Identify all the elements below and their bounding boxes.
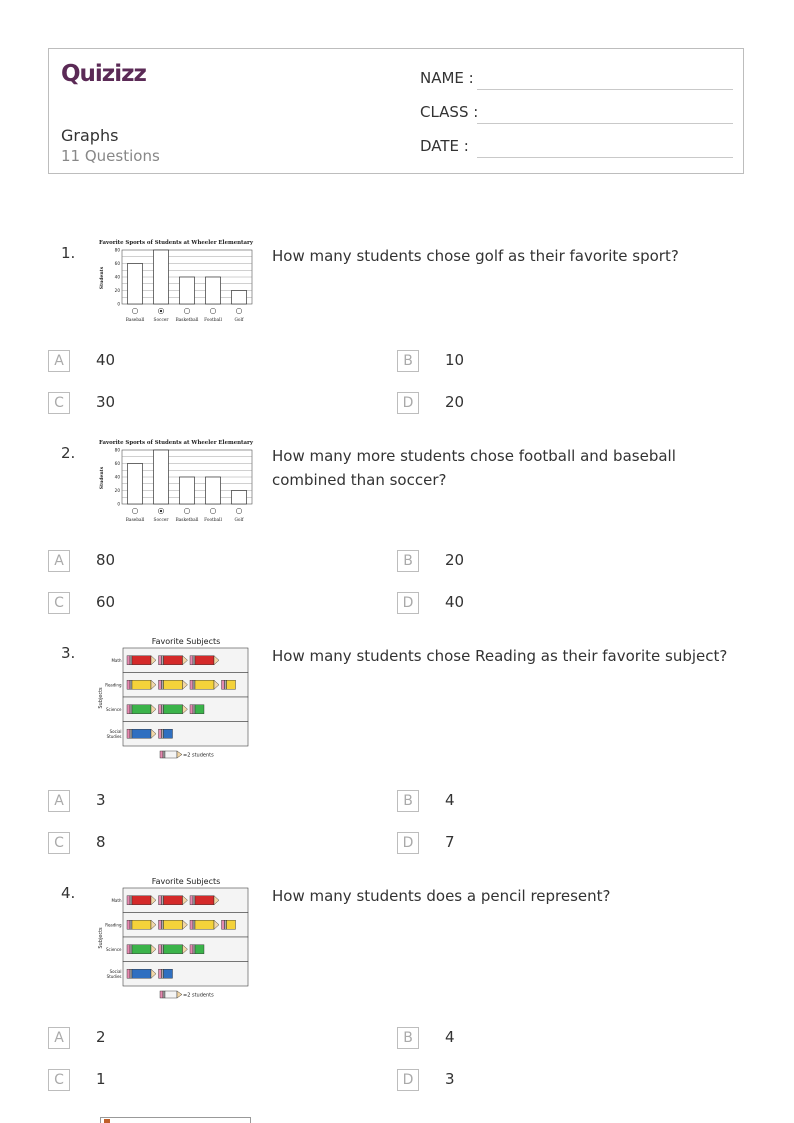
pencil-icon xyxy=(159,705,188,714)
option-letter-box[interactable]: D xyxy=(397,592,419,614)
pencil-icon xyxy=(127,969,156,978)
chart-title: Favorite Sports of Students at Wheeler Elementary xyxy=(98,440,254,446)
option-letter-box[interactable]: C xyxy=(48,1069,70,1091)
option-value: 80 xyxy=(96,551,116,569)
pencil-icon xyxy=(159,945,188,954)
option-letter-box[interactable]: B xyxy=(397,550,419,572)
question-text: How many more students chose football and baseball combined than soccer? xyxy=(272,447,676,489)
bar-basketball xyxy=(179,477,194,504)
option-value: 8 xyxy=(96,833,106,851)
option-value: 20 xyxy=(445,551,465,569)
row-label: Reading xyxy=(105,682,122,688)
pencil-icon xyxy=(160,751,182,758)
question-number: 2. xyxy=(61,444,76,462)
option-letter-box[interactable]: B xyxy=(397,790,419,812)
pencil-icon xyxy=(127,680,156,689)
x-tick-label: Basketball xyxy=(175,318,199,323)
date-line[interactable] xyxy=(477,157,733,158)
date-field[interactable] xyxy=(420,137,469,155)
q3-subjects-pictograph xyxy=(96,636,256,761)
option-letter-box[interactable]: C xyxy=(48,592,70,614)
x-tick-label: Football xyxy=(204,318,222,323)
pencil-icon xyxy=(159,729,173,738)
row-label: Science xyxy=(105,706,122,712)
question-image xyxy=(96,238,256,332)
option-value: 7 xyxy=(445,833,455,851)
pencil-icon xyxy=(160,991,182,998)
pencil-icon xyxy=(127,656,156,665)
option-letter-box[interactable]: A xyxy=(48,790,70,812)
row-label: Reading xyxy=(105,922,122,928)
bar-golf xyxy=(231,491,246,505)
x-tick-label: Baseball xyxy=(125,318,145,323)
sport-icon xyxy=(210,508,216,514)
option-value: 4 xyxy=(445,791,455,809)
option-value: 30 xyxy=(96,393,116,411)
y-tick-label: 40 xyxy=(114,274,120,280)
sport-icon xyxy=(210,308,216,314)
pencil-icon xyxy=(159,680,188,689)
option-letter-box[interactable]: A xyxy=(48,1027,70,1049)
y-tick-label: 20 xyxy=(114,488,120,493)
option-letter-box[interactable]: B xyxy=(397,350,419,372)
sport-icon xyxy=(132,308,138,314)
question-count: 11 Questions xyxy=(61,147,160,165)
pictograph-key: =2 students xyxy=(183,992,214,999)
y-tick-label: 20 xyxy=(114,288,120,293)
pencil-icon xyxy=(190,896,219,905)
x-tick-label: Football xyxy=(204,518,222,523)
option-value: 40 xyxy=(96,351,116,369)
question-number: 3. xyxy=(61,644,76,662)
pencil-icon xyxy=(127,705,156,714)
bar-soccer xyxy=(153,250,168,304)
option-value: 3 xyxy=(96,791,106,809)
sport-icon xyxy=(132,508,138,514)
option-letter-box[interactable]: A xyxy=(48,350,70,372)
x-tick-label: Baseball xyxy=(125,518,145,523)
question-image xyxy=(96,438,256,532)
pencil-icon xyxy=(159,656,188,665)
row-label: Studies xyxy=(106,733,122,739)
pencil-icon xyxy=(190,680,219,689)
bar-golf xyxy=(231,291,246,305)
q2-sports-chart xyxy=(96,438,256,528)
question-text: How many students does a pencil represent? xyxy=(272,887,611,905)
option-value: 10 xyxy=(445,351,465,369)
option-value: 4 xyxy=(445,1028,455,1046)
worksheet-header xyxy=(48,48,744,174)
bar-baseball xyxy=(127,464,142,505)
y-tick-label: 60 xyxy=(114,261,120,266)
class-line[interactable] xyxy=(477,123,733,124)
y-tick-label: 40 xyxy=(114,474,120,480)
row-label: Studies xyxy=(106,973,122,979)
bar-soccer xyxy=(153,450,168,504)
row-label: Science xyxy=(105,946,122,952)
x-tick-label: Soccer xyxy=(153,318,169,323)
pencil-icon xyxy=(159,969,173,978)
pencil-icon xyxy=(190,656,219,665)
partial-next-question-image xyxy=(100,1117,252,1123)
sport-icon xyxy=(184,308,190,314)
option-letter-box[interactable]: B xyxy=(397,1027,419,1049)
option-letter-box[interactable]: D xyxy=(397,392,419,414)
option-value: 3 xyxy=(445,1070,455,1088)
chart-title: Favorite Sports of Students at Wheeler Elementary xyxy=(98,240,254,246)
pictograph-key: =2 students xyxy=(183,752,214,759)
pictograph-ylabel: Subjects xyxy=(98,687,104,709)
option-value: 60 xyxy=(96,593,116,611)
soccer-ball-icon xyxy=(160,310,162,312)
option-letter-box[interactable]: C xyxy=(48,832,70,854)
pencil-icon xyxy=(159,920,188,929)
pencil-icon xyxy=(222,920,236,929)
question-image xyxy=(96,876,256,1005)
y-tick-label: 80 xyxy=(114,447,120,453)
soccer-ball-icon xyxy=(160,510,162,512)
question-number: 4. xyxy=(61,884,76,902)
chart-ylabel: Students xyxy=(100,466,105,490)
option-letter-box[interactable]: C xyxy=(48,392,70,414)
bar-football xyxy=(205,277,220,304)
pictograph-ylabel: Subjects xyxy=(98,927,104,949)
option-value: 40 xyxy=(445,593,465,611)
y-tick-label: 60 xyxy=(114,461,120,466)
x-tick-label: Soccer xyxy=(153,518,169,523)
option-value: 2 xyxy=(96,1028,106,1046)
bar-baseball xyxy=(127,264,142,305)
quizizz-logo xyxy=(61,59,161,89)
x-tick-label: Basketball xyxy=(175,518,199,523)
q4-subjects-pictograph xyxy=(96,876,256,1001)
y-tick-label: 0 xyxy=(117,301,120,307)
sport-icon xyxy=(236,508,242,514)
question-number: 1. xyxy=(61,244,76,262)
option-letter-box[interactable]: D xyxy=(397,832,419,854)
bar-football xyxy=(205,477,220,504)
sport-icon xyxy=(184,508,190,514)
row-label: Math xyxy=(111,897,122,903)
row-label: Social xyxy=(109,728,122,734)
q1-sports-chart xyxy=(96,238,256,328)
row-label: Math xyxy=(111,657,122,663)
x-tick-label: Golf xyxy=(234,318,244,323)
chart-ylabel: Students xyxy=(100,266,105,290)
pencil-icon xyxy=(190,945,204,954)
pencil-icon xyxy=(190,920,219,929)
pencil-icon xyxy=(159,896,188,905)
name-field[interactable] xyxy=(420,69,474,87)
pencil-icon xyxy=(127,729,156,738)
y-tick-label: 0 xyxy=(117,501,120,507)
option-value: 1 xyxy=(96,1070,106,1088)
pencil-icon xyxy=(127,896,156,905)
name-line[interactable] xyxy=(477,89,733,90)
date-label: DATE : xyxy=(420,137,469,155)
class-field[interactable] xyxy=(420,103,478,121)
row-label: Social xyxy=(109,968,122,974)
question-text: How many students chose Reading as their favorite subject? xyxy=(272,647,728,665)
name-label: NAME : xyxy=(420,69,474,87)
option-letter-box[interactable]: A xyxy=(48,550,70,572)
pictograph-title: Favorite Subjects xyxy=(151,877,221,886)
bar-basketball xyxy=(179,277,194,304)
pictograph-title: Favorite Subjects xyxy=(151,637,221,646)
question-text: How many students chose golf as their favorite sport? xyxy=(272,247,679,265)
option-letter-box[interactable]: D xyxy=(397,1069,419,1091)
x-tick-label: Golf xyxy=(234,518,244,523)
pencil-icon xyxy=(127,920,156,929)
worksheet-title: Graphs xyxy=(61,126,119,145)
logo-text: Quizizz xyxy=(61,61,146,87)
pencil-icon xyxy=(127,945,156,954)
option-value: 20 xyxy=(445,393,465,411)
pencil-icon xyxy=(190,705,204,714)
sport-icon xyxy=(236,308,242,314)
class-label: CLASS : xyxy=(420,103,479,121)
y-tick-label: 80 xyxy=(114,247,120,253)
question-image xyxy=(96,636,256,765)
pencil-icon xyxy=(222,680,236,689)
